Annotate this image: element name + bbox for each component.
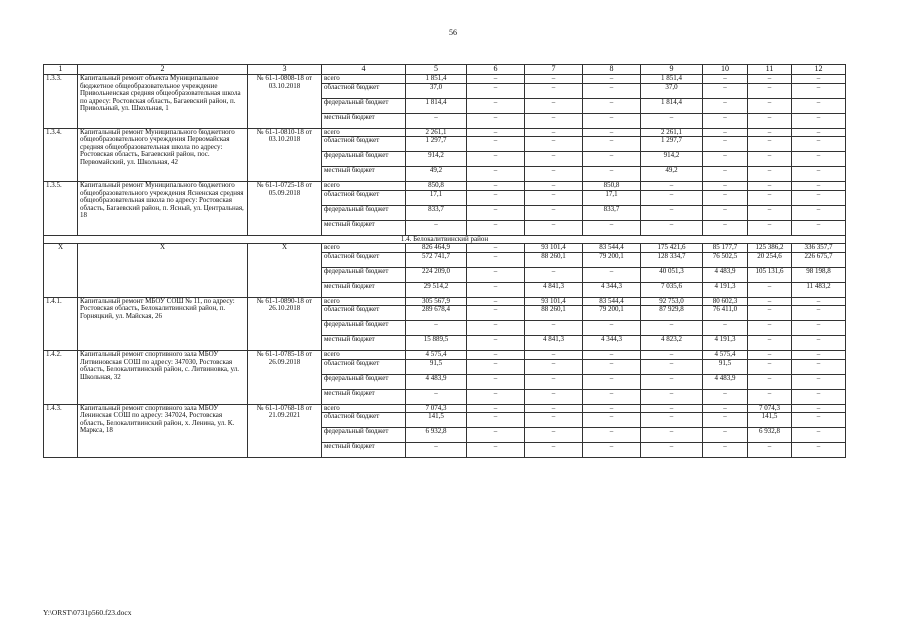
amount-cell: – bbox=[641, 321, 703, 336]
amount-cell: – bbox=[467, 83, 525, 98]
funding-source: федеральный бюджет bbox=[322, 428, 406, 443]
amount-cell: – bbox=[467, 267, 525, 282]
table-row bbox=[44, 404, 846, 413]
amount-cell: 4 344,3 bbox=[583, 336, 641, 351]
amount-cell: – bbox=[525, 137, 583, 152]
column-header: 12 bbox=[792, 65, 846, 75]
amount-cell: 4 483,9 bbox=[703, 267, 748, 282]
amount-cell: – bbox=[792, 389, 846, 404]
amount-cell: – bbox=[703, 98, 748, 113]
funding-source: местный бюджет bbox=[322, 443, 406, 458]
amount-cell: – bbox=[583, 75, 641, 84]
amount-cell: 224 209,0 bbox=[406, 267, 467, 282]
amount-cell: 4 191,3 bbox=[703, 282, 748, 297]
amount-cell: – bbox=[467, 374, 525, 389]
column-header: 8 bbox=[583, 65, 641, 75]
amount-cell: 93 101,4 bbox=[525, 297, 583, 306]
amount-cell: – bbox=[525, 98, 583, 113]
amount-cell: – bbox=[525, 220, 583, 235]
file-path: Y:\ORST\0731p560.f23.docx bbox=[43, 608, 132, 617]
amount-cell: 4 823,2 bbox=[641, 336, 703, 351]
page-number: 56 bbox=[449, 28, 457, 37]
amount-cell: – bbox=[467, 404, 525, 413]
amount-cell: – bbox=[525, 413, 583, 428]
amount-cell: 289 678,4 bbox=[406, 306, 467, 321]
amount-cell: – bbox=[792, 336, 846, 351]
amount-cell: – bbox=[792, 128, 846, 137]
amount-cell: – bbox=[792, 374, 846, 389]
amount-cell: – bbox=[525, 443, 583, 458]
amount-cell: – bbox=[641, 190, 703, 205]
amount-cell: – bbox=[467, 113, 525, 128]
amount-cell: 87 929,8 bbox=[641, 306, 703, 321]
amount-cell: 98 198,8 bbox=[792, 267, 846, 282]
item-number: 1.3.3. bbox=[44, 75, 78, 129]
amount-cell: – bbox=[641, 428, 703, 443]
amount-cell: 80 602,3 bbox=[703, 297, 748, 306]
amount-cell: 4 841,3 bbox=[525, 282, 583, 297]
amount-cell: – bbox=[792, 413, 846, 428]
section-row bbox=[44, 235, 846, 244]
funding-source: всего bbox=[322, 404, 406, 413]
funding-source: федеральный бюджет bbox=[322, 321, 406, 336]
amount-cell: – bbox=[703, 321, 748, 336]
amount-cell: 128 334,7 bbox=[641, 252, 703, 267]
budget-table bbox=[43, 64, 846, 458]
funding-source: местный бюджет bbox=[322, 113, 406, 128]
amount-cell: – bbox=[703, 113, 748, 128]
amount-cell: 88 260,1 bbox=[525, 306, 583, 321]
amount-cell: – bbox=[583, 389, 641, 404]
amount-cell: – bbox=[792, 359, 846, 374]
amount-cell: 91,5 bbox=[406, 359, 467, 374]
column-header: 4 bbox=[322, 65, 406, 75]
amount-cell: – bbox=[641, 413, 703, 428]
amount-cell: – bbox=[467, 137, 525, 152]
amount-cell: – bbox=[467, 182, 525, 191]
amount-cell: 29 514,2 bbox=[406, 282, 467, 297]
header-row bbox=[44, 65, 846, 75]
amount-cell: – bbox=[748, 282, 792, 297]
amount-cell: 4 575,4 bbox=[406, 351, 467, 360]
amount-cell: – bbox=[748, 83, 792, 98]
table-row bbox=[44, 182, 846, 191]
amount-cell: 1 851,4 bbox=[406, 75, 467, 84]
amount-cell: 49,2 bbox=[406, 167, 467, 182]
amount-cell: – bbox=[792, 428, 846, 443]
amount-cell: 88 260,1 bbox=[525, 252, 583, 267]
amount-cell: 76 502,5 bbox=[703, 252, 748, 267]
amount-cell: – bbox=[583, 321, 641, 336]
column-header: 1 bbox=[44, 65, 78, 75]
item-name: Капитальный ремонт МБОУ СОШ № 11, по адресу: Ростовская область, Белокалитвинский район, п. Горняцкий, ул. Майская, 26 bbox=[78, 297, 248, 351]
item-document: № 61-1-0810-18 от 03.10.2018 bbox=[248, 128, 322, 182]
amount-cell: 37,0 bbox=[406, 83, 467, 98]
funding-source: федеральный бюджет bbox=[322, 374, 406, 389]
amount-cell: – bbox=[703, 428, 748, 443]
funding-source: всего bbox=[322, 244, 406, 253]
amount-cell: – bbox=[583, 83, 641, 98]
amount-cell: – bbox=[467, 152, 525, 167]
amount-cell: – bbox=[583, 404, 641, 413]
column-header: 2 bbox=[78, 65, 248, 75]
funding-source: федеральный бюджет bbox=[322, 267, 406, 282]
amount-cell: – bbox=[467, 389, 525, 404]
amount-cell: 6 932,8 bbox=[748, 428, 792, 443]
amount-cell: – bbox=[525, 374, 583, 389]
amount-cell: – bbox=[792, 205, 846, 220]
amount-cell: – bbox=[467, 428, 525, 443]
column-header: 11 bbox=[748, 65, 792, 75]
x-cell: Х bbox=[78, 244, 248, 298]
funding-source: областной бюджет bbox=[322, 190, 406, 205]
amount-cell: – bbox=[748, 297, 792, 306]
amount-cell: 17,1 bbox=[406, 190, 467, 205]
amount-cell: – bbox=[748, 128, 792, 137]
amount-cell: 4 483,9 bbox=[703, 374, 748, 389]
amount-cell: 4 575,4 bbox=[703, 351, 748, 360]
amount-cell: 1 297,7 bbox=[406, 137, 467, 152]
amount-cell: 572 741,7 bbox=[406, 252, 467, 267]
item-name: Капитальный ремонт спортивного зала МБОУ Литвиновская СОШ по адресу: 347030, Ростовская область, Белокалитвинский район, с. Литвиновка, ул. Школьная, 32 bbox=[78, 351, 248, 405]
amount-cell: – bbox=[525, 428, 583, 443]
amount-cell: 17,1 bbox=[583, 190, 641, 205]
amount-cell: – bbox=[467, 98, 525, 113]
item-number: 1.3.4. bbox=[44, 128, 78, 182]
amount-cell: – bbox=[525, 152, 583, 167]
amount-cell: – bbox=[406, 321, 467, 336]
amount-cell: – bbox=[641, 404, 703, 413]
amount-cell: 85 177,7 bbox=[703, 244, 748, 253]
amount-cell: – bbox=[406, 113, 467, 128]
amount-cell: – bbox=[703, 152, 748, 167]
funding-source: местный бюджет bbox=[322, 167, 406, 182]
amount-cell: – bbox=[406, 443, 467, 458]
amount-cell: – bbox=[748, 182, 792, 191]
amount-cell: – bbox=[792, 321, 846, 336]
amount-cell: – bbox=[467, 220, 525, 235]
amount-cell: 7 035,6 bbox=[641, 282, 703, 297]
amount-cell: 4 191,3 bbox=[703, 336, 748, 351]
funding-source: областной бюджет bbox=[322, 359, 406, 374]
item-number: 1.3.5. bbox=[44, 182, 78, 236]
item-name: Капитальный ремонт Муниципального бюджетного общеобразовательного учреждения Первомайская средняя общеобразовательная школа по адресу: Ростовская область, Багаевский район, пос. Первомайский, ул. Школьная, 42 bbox=[78, 128, 248, 182]
amount-cell: 305 567,9 bbox=[406, 297, 467, 306]
funding-source: областной бюджет bbox=[322, 413, 406, 428]
amount-cell: – bbox=[792, 182, 846, 191]
amount-cell: 7 074,3 bbox=[406, 404, 467, 413]
amount-cell: – bbox=[641, 182, 703, 191]
amount-cell: – bbox=[525, 321, 583, 336]
amount-cell: – bbox=[525, 389, 583, 404]
amount-cell: – bbox=[703, 205, 748, 220]
amount-cell: 226 675,7 bbox=[792, 252, 846, 267]
amount-cell: – bbox=[641, 220, 703, 235]
amount-cell: – bbox=[467, 321, 525, 336]
amount-cell: – bbox=[792, 137, 846, 152]
item-document: № 61-1-0725-18 от 05.09.2018 bbox=[248, 182, 322, 236]
amount-cell: – bbox=[583, 428, 641, 443]
amount-cell: – bbox=[703, 220, 748, 235]
amount-cell: – bbox=[467, 443, 525, 458]
column-header: 5 bbox=[406, 65, 467, 75]
amount-cell: – bbox=[748, 220, 792, 235]
amount-cell: – bbox=[748, 351, 792, 360]
amount-cell: – bbox=[792, 297, 846, 306]
funding-source: областной бюджет bbox=[322, 306, 406, 321]
amount-cell: 826 464,9 bbox=[406, 244, 467, 253]
amount-cell: – bbox=[792, 190, 846, 205]
amount-cell: – bbox=[467, 252, 525, 267]
amount-cell: – bbox=[748, 336, 792, 351]
item-name: Капитальный ремонт Муниципального бюджетного общеобразовательного учреждения Ясненская средняя общеобразовательная школа по адресу: Ростовская область, Багаевский район, п. Ясный, ул. Центральная, 18 bbox=[78, 182, 248, 236]
amount-cell: 37,0 bbox=[641, 83, 703, 98]
amount-cell: – bbox=[748, 443, 792, 458]
funding-source: местный бюджет bbox=[322, 220, 406, 235]
item-document: № 61-1-0890-18 от 26.10.2018 bbox=[248, 297, 322, 351]
amount-cell: – bbox=[641, 359, 703, 374]
amount-cell: – bbox=[583, 359, 641, 374]
amount-cell: – bbox=[748, 359, 792, 374]
funding-source: местный бюджет bbox=[322, 389, 406, 404]
amount-cell: 175 421,6 bbox=[641, 244, 703, 253]
amount-cell: – bbox=[641, 443, 703, 458]
amount-cell: 20 254,6 bbox=[748, 252, 792, 267]
amount-cell: 833,7 bbox=[406, 205, 467, 220]
amount-cell: – bbox=[792, 404, 846, 413]
amount-cell: 1 814,4 bbox=[641, 98, 703, 113]
section-title: 1.4. Белокалитвинский район bbox=[44, 235, 846, 244]
item-document: № 61-1-0785-18 от 26.09.2018 bbox=[248, 351, 322, 405]
amount-cell: – bbox=[467, 359, 525, 374]
table-row bbox=[44, 297, 846, 306]
amount-cell: – bbox=[703, 128, 748, 137]
funding-source: всего bbox=[322, 182, 406, 191]
funding-source: местный бюджет bbox=[322, 282, 406, 297]
funding-source: всего bbox=[322, 297, 406, 306]
amount-cell: – bbox=[792, 113, 846, 128]
amount-cell: – bbox=[583, 413, 641, 428]
amount-cell: – bbox=[467, 190, 525, 205]
amount-cell: – bbox=[641, 389, 703, 404]
amount-cell: 4 841,3 bbox=[525, 336, 583, 351]
item-document: № 61-1-0808-18 от 03.10.2018 bbox=[248, 75, 322, 129]
amount-cell: 914,2 bbox=[406, 152, 467, 167]
amount-cell: – bbox=[641, 351, 703, 360]
amount-cell: – bbox=[748, 321, 792, 336]
amount-cell: – bbox=[641, 205, 703, 220]
amount-cell: 93 101,4 bbox=[525, 244, 583, 253]
table-row bbox=[44, 351, 846, 360]
amount-cell: 83 544,4 bbox=[583, 297, 641, 306]
amount-cell: – bbox=[703, 389, 748, 404]
funding-source: федеральный бюджет bbox=[322, 152, 406, 167]
item-document: № 61-1-0768-18 от 21.09.2021 bbox=[248, 404, 322, 458]
item-name: Капитальный ремонт объекта Муниципальное бюджетное общеобразовательное учреждение Привольненская средняя общеобразовательная школа по адресу: Ростовская область, Багаевский район, п. Привольный, ул. Школьная, 1 bbox=[78, 75, 248, 129]
amount-cell: 40 051,3 bbox=[641, 267, 703, 282]
amount-cell: 850,8 bbox=[406, 182, 467, 191]
funding-source: местный бюджет bbox=[322, 336, 406, 351]
amount-cell: 141,5 bbox=[406, 413, 467, 428]
amount-cell: 91,5 bbox=[703, 359, 748, 374]
amount-cell: 76 411,0 bbox=[703, 306, 748, 321]
amount-cell: – bbox=[525, 359, 583, 374]
amount-cell: – bbox=[703, 443, 748, 458]
amount-cell: 125 386,2 bbox=[748, 244, 792, 253]
amount-cell: 105 131,6 bbox=[748, 267, 792, 282]
amount-cell: 1 814,4 bbox=[406, 98, 467, 113]
amount-cell: – bbox=[792, 75, 846, 84]
item-number: 1.4.3. bbox=[44, 404, 78, 458]
funding-source: федеральный бюджет bbox=[322, 205, 406, 220]
amount-cell: – bbox=[748, 205, 792, 220]
amount-cell: – bbox=[792, 306, 846, 321]
amount-cell: – bbox=[406, 220, 467, 235]
column-header: 7 bbox=[525, 65, 583, 75]
amount-cell: – bbox=[583, 98, 641, 113]
amount-cell: – bbox=[467, 413, 525, 428]
amount-cell: – bbox=[583, 152, 641, 167]
amount-cell: – bbox=[792, 98, 846, 113]
amount-cell: – bbox=[583, 137, 641, 152]
amount-cell: 6 932,8 bbox=[406, 428, 467, 443]
table-body bbox=[44, 65, 846, 458]
amount-cell: 1 297,7 bbox=[641, 137, 703, 152]
amount-cell: – bbox=[583, 443, 641, 458]
amount-cell: – bbox=[525, 167, 583, 182]
amount-cell: 15 889,5 bbox=[406, 336, 467, 351]
amount-cell: 7 074,3 bbox=[748, 404, 792, 413]
amount-cell: 11 483,2 bbox=[792, 282, 846, 297]
amount-cell: – bbox=[641, 374, 703, 389]
table-row bbox=[44, 75, 846, 84]
amount-cell: – bbox=[525, 113, 583, 128]
item-name: Капитальный ремонт спортивного зала МБОУ Ленинская СОШ по адресу: 347024, Ростовская область, Белокалитвинский район, х. Ленина, ул. К. Маркса, 18 bbox=[78, 404, 248, 458]
amount-cell: – bbox=[792, 83, 846, 98]
amount-cell: – bbox=[748, 190, 792, 205]
funding-source: областной бюджет bbox=[322, 83, 406, 98]
amount-cell: 2 261,1 bbox=[641, 128, 703, 137]
column-header: 10 bbox=[703, 65, 748, 75]
amount-cell: 92 753,0 bbox=[641, 297, 703, 306]
amount-cell: – bbox=[467, 351, 525, 360]
amount-cell: 336 357,7 bbox=[792, 244, 846, 253]
funding-source: всего bbox=[322, 75, 406, 84]
x-cell: Х bbox=[248, 244, 322, 298]
amount-cell: – bbox=[703, 190, 748, 205]
amount-cell: – bbox=[467, 128, 525, 137]
table-row bbox=[44, 128, 846, 137]
column-header: 3 bbox=[248, 65, 322, 75]
amount-cell: – bbox=[525, 128, 583, 137]
item-number: 1.4.1. bbox=[44, 297, 78, 351]
amount-cell: – bbox=[583, 113, 641, 128]
amount-cell: 4 483,9 bbox=[406, 374, 467, 389]
amount-cell: 4 344,3 bbox=[583, 282, 641, 297]
amount-cell: – bbox=[703, 413, 748, 428]
amount-cell: – bbox=[525, 75, 583, 84]
amount-cell: 79 200,1 bbox=[583, 306, 641, 321]
amount-cell: – bbox=[583, 267, 641, 282]
amount-cell: – bbox=[525, 205, 583, 220]
amount-cell: – bbox=[525, 182, 583, 191]
amount-cell: – bbox=[792, 443, 846, 458]
table-row bbox=[44, 244, 846, 253]
funding-source: федеральный бюджет bbox=[322, 98, 406, 113]
amount-cell: 141,5 bbox=[748, 413, 792, 428]
amount-cell: – bbox=[748, 374, 792, 389]
amount-cell: – bbox=[703, 137, 748, 152]
amount-cell: – bbox=[703, 83, 748, 98]
column-header: 6 bbox=[467, 65, 525, 75]
amount-cell: – bbox=[641, 113, 703, 128]
amount-cell: – bbox=[525, 267, 583, 282]
amount-cell: – bbox=[748, 98, 792, 113]
amount-cell: – bbox=[748, 75, 792, 84]
amount-cell: – bbox=[583, 351, 641, 360]
amount-cell: – bbox=[748, 113, 792, 128]
funding-source: всего bbox=[322, 128, 406, 137]
amount-cell: – bbox=[583, 167, 641, 182]
amount-cell: 850,8 bbox=[583, 182, 641, 191]
amount-cell: – bbox=[467, 282, 525, 297]
amount-cell: – bbox=[467, 297, 525, 306]
amount-cell: – bbox=[748, 137, 792, 152]
amount-cell: – bbox=[467, 205, 525, 220]
amount-cell: – bbox=[748, 167, 792, 182]
amount-cell: 49,2 bbox=[641, 167, 703, 182]
amount-cell: – bbox=[583, 220, 641, 235]
amount-cell: – bbox=[792, 167, 846, 182]
column-header: 9 bbox=[641, 65, 703, 75]
amount-cell: – bbox=[703, 404, 748, 413]
amount-cell: 1 851,4 bbox=[641, 75, 703, 84]
amount-cell: 833,7 bbox=[583, 205, 641, 220]
amount-cell: – bbox=[792, 152, 846, 167]
amount-cell: – bbox=[467, 244, 525, 253]
amount-cell: – bbox=[748, 306, 792, 321]
amount-cell: – bbox=[467, 167, 525, 182]
amount-cell: – bbox=[406, 389, 467, 404]
amount-cell: – bbox=[467, 75, 525, 84]
funding-source: всего bbox=[322, 351, 406, 360]
amount-cell: – bbox=[703, 182, 748, 191]
amount-cell: 83 544,4 bbox=[583, 244, 641, 253]
amount-cell: – bbox=[525, 83, 583, 98]
amount-cell: 914,2 bbox=[641, 152, 703, 167]
funding-source: областной бюджет bbox=[322, 252, 406, 267]
amount-cell: – bbox=[748, 389, 792, 404]
amount-cell: – bbox=[467, 306, 525, 321]
amount-cell: – bbox=[525, 190, 583, 205]
amount-cell: 2 261,1 bbox=[406, 128, 467, 137]
x-cell: Х bbox=[44, 244, 78, 298]
amount-cell: – bbox=[703, 167, 748, 182]
amount-cell: – bbox=[583, 374, 641, 389]
amount-cell: – bbox=[748, 152, 792, 167]
amount-cell: – bbox=[792, 351, 846, 360]
funding-source: областной бюджет bbox=[322, 137, 406, 152]
item-number: 1.4.2. bbox=[44, 351, 78, 405]
amount-cell: – bbox=[525, 404, 583, 413]
amount-cell: – bbox=[703, 75, 748, 84]
amount-cell: 79 200,1 bbox=[583, 252, 641, 267]
amount-cell: – bbox=[583, 128, 641, 137]
amount-cell: – bbox=[792, 220, 846, 235]
amount-cell: – bbox=[467, 336, 525, 351]
amount-cell: – bbox=[525, 351, 583, 360]
